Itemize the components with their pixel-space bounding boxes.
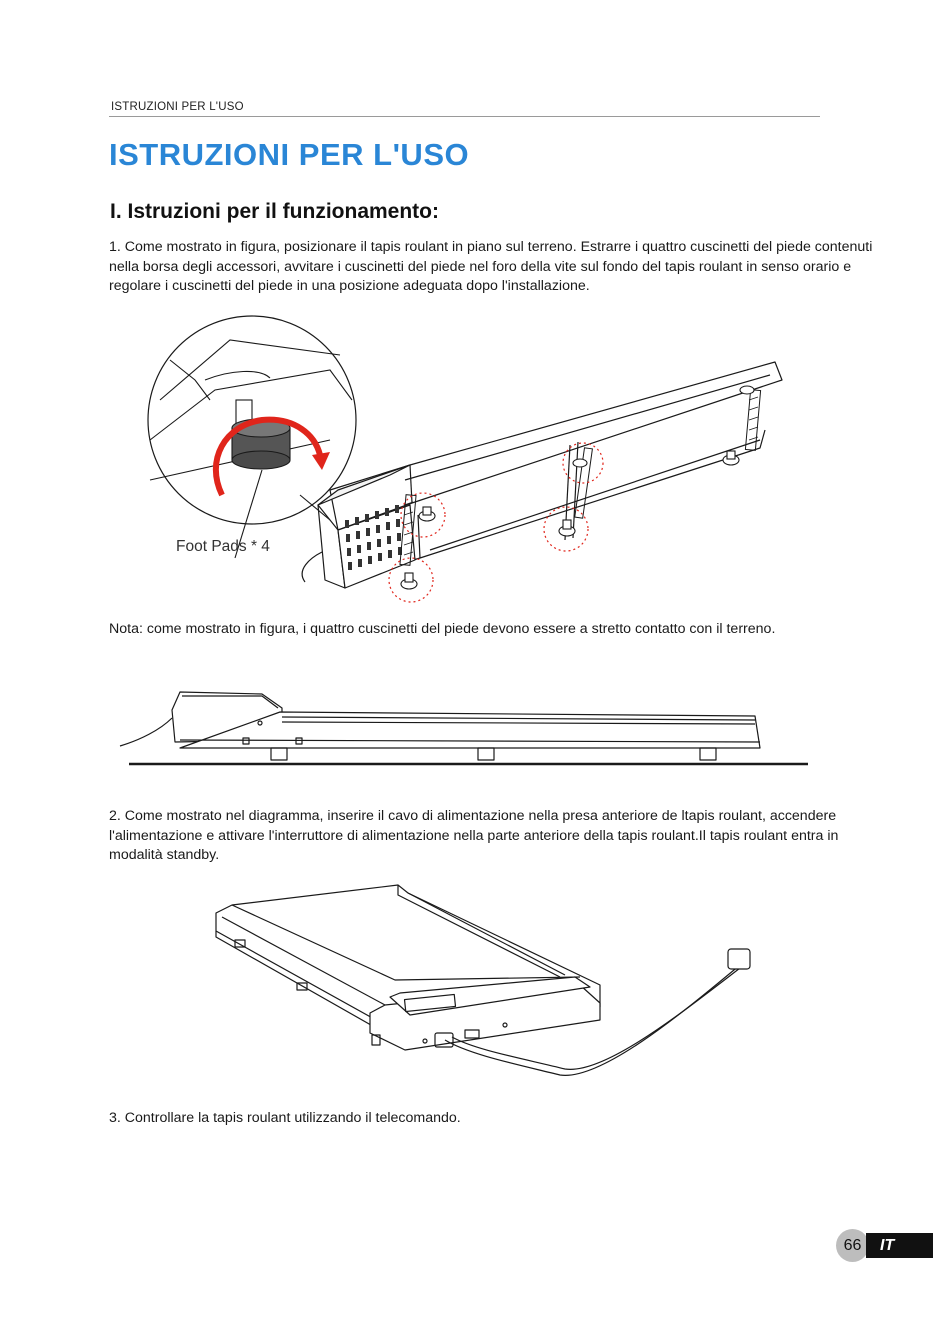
figure-power-connection bbox=[0, 885, 933, 1090]
page-title: ISTRUZIONI PER L'USO bbox=[109, 137, 470, 172]
deck-frame bbox=[330, 362, 782, 530]
section-title: I. Istruzioni per il funzionamento: bbox=[110, 200, 439, 223]
figure-side-view bbox=[0, 680, 933, 780]
running-header: ISTRUZIONI PER L'USO bbox=[111, 101, 244, 113]
step-1-text: 1. Come mostrato in figura, posizionare il tapis roulant in piano sul terreno. Estrarre i quattro cuscinetti del piede contenuti nella borsa degli accessori, avvitare i cuscinetti del piede nel foro della vite sul fondo del tapis roulant in senso orario e regolare i cuscinetti del piede in una posizione adeguata dopo l'installazione. bbox=[109, 239, 873, 294]
step-2-text: 2. Come mostrato nel diagramma, inserire il cavo di alimentazione nella presa anteriore de ltapis roulant, accendere l'alimentazione e attivare l'interruttore di alimentazione nella parte anteriore della tapis roulant.Il tapis roulant entra in modalità standby. bbox=[109, 808, 839, 863]
language-tab: IT bbox=[866, 1233, 933, 1258]
header-rule bbox=[109, 116, 820, 117]
note-text: Nota: come mostrato in figura, i quattro cuscinetti del piede devono essere a stretto contatto con il terreno. bbox=[109, 621, 776, 637]
figure-foot-pads bbox=[0, 320, 933, 610]
step-3-text: 3. Controllare la tapis roulant utilizzando il telecomando. bbox=[109, 1110, 461, 1126]
foot-pads-label: Foot Pads * 4 bbox=[176, 538, 270, 555]
power-plug bbox=[728, 949, 750, 969]
page-number: 66 bbox=[836, 1229, 869, 1262]
